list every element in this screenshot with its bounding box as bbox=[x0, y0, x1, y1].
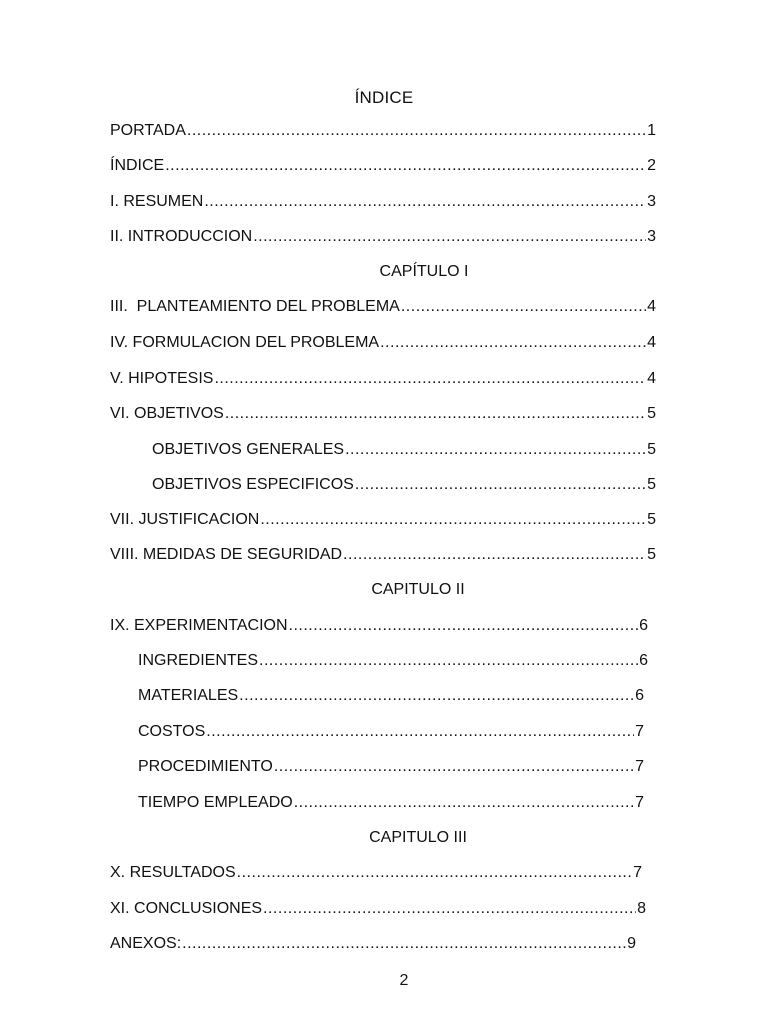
toc-entry-medidas-seguridad bbox=[110, 546, 656, 568]
toc-entry-page: 7 bbox=[635, 723, 644, 740]
toc-entry-page: 6 bbox=[639, 617, 648, 634]
toc-entry-label: I. RESUMEN bbox=[110, 193, 204, 210]
dot-leader bbox=[355, 476, 646, 494]
dot-leader bbox=[289, 617, 639, 635]
toc-entry-page: 5 bbox=[647, 405, 656, 422]
dot-leader bbox=[239, 687, 634, 705]
toc-entry-planteamiento bbox=[110, 298, 656, 320]
chapter-heading-3: CAPITULO III bbox=[369, 829, 467, 846]
dot-leader bbox=[165, 157, 646, 175]
chapter-heading-1: CAPÍTULO I bbox=[379, 263, 469, 280]
dot-leader bbox=[253, 228, 646, 246]
toc-entry-portada bbox=[110, 122, 656, 144]
toc-entry-page: 1 bbox=[647, 122, 656, 139]
toc-entry-page: 9 bbox=[627, 935, 636, 952]
toc-entry-label: PROCEDIMIENTO bbox=[138, 758, 273, 775]
toc-entry-page: 7 bbox=[635, 758, 644, 775]
dot-leader bbox=[343, 546, 646, 564]
toc-entry-label: COSTOS bbox=[138, 723, 206, 740]
toc-entry-page: 5 bbox=[647, 511, 656, 528]
toc-entry-ingredientes bbox=[138, 652, 648, 674]
dot-leader bbox=[401, 298, 646, 316]
toc-entry-label: III. PLANTEAMIENTO DEL PROBLEMA bbox=[110, 298, 400, 315]
toc-entry-formulacion bbox=[110, 334, 656, 356]
toc-entry-label: II. INTRODUCCION bbox=[110, 228, 253, 245]
dot-leader bbox=[204, 193, 646, 211]
toc-entry-page: 4 bbox=[647, 298, 656, 315]
toc-entry-label: MATERIALES bbox=[138, 687, 239, 704]
toc-entry-objetivos bbox=[110, 405, 656, 427]
toc-entry-label: PORTADA bbox=[110, 122, 186, 139]
index-title: ÍNDICE bbox=[354, 88, 414, 107]
toc-entry-materiales bbox=[138, 687, 644, 709]
toc-entry-label: XI. CONCLUSIONES bbox=[110, 900, 263, 917]
dot-leader bbox=[237, 864, 632, 882]
dot-leader bbox=[260, 511, 646, 529]
toc-entry-page: 4 bbox=[647, 334, 656, 351]
toc-entry-label: ANEXOS: bbox=[110, 935, 182, 952]
toc-entry-costos bbox=[138, 723, 644, 745]
dot-leader bbox=[380, 334, 646, 352]
dot-leader bbox=[182, 935, 626, 953]
chapter-heading-2: CAPITULO II bbox=[371, 581, 465, 598]
page-number: 2 bbox=[399, 972, 409, 989]
toc-entry-label: V. HIPOTESIS bbox=[110, 370, 214, 387]
toc-entry-label: IV. FORMULACION DEL PROBLEMA bbox=[110, 334, 380, 351]
toc-entry-resumen bbox=[110, 193, 656, 215]
dot-leader bbox=[345, 441, 646, 459]
toc-entry-label: VIII. MEDIDAS DE SEGURIDAD bbox=[110, 546, 343, 563]
dot-leader bbox=[214, 370, 646, 388]
toc-entry-conclusiones bbox=[110, 900, 646, 922]
toc-entry-page: 5 bbox=[647, 546, 656, 563]
toc-entry-label: ÍNDICE bbox=[110, 157, 165, 174]
toc-entry-label: TIEMPO EMPLEADO bbox=[138, 794, 293, 811]
toc-entry-page: 5 bbox=[647, 476, 656, 493]
toc-entry-introduccion bbox=[110, 228, 656, 250]
toc-entry-objetivos-generales bbox=[152, 441, 656, 463]
toc-entry-label: VI. OBJETIVOS bbox=[110, 405, 224, 422]
toc-entry-page: 4 bbox=[647, 370, 656, 387]
toc-entry-anexos bbox=[110, 935, 636, 957]
toc-entry-label: X. RESULTADOS bbox=[110, 864, 236, 881]
toc-entry-objetivos-especificos bbox=[152, 476, 656, 498]
toc-entry-indice bbox=[110, 157, 656, 179]
dot-leader bbox=[263, 900, 636, 918]
dot-leader bbox=[259, 652, 638, 670]
toc-entry-tiempo-empleado bbox=[138, 794, 644, 816]
toc-entry-label: VII. JUSTIFICACION bbox=[110, 511, 260, 528]
toc-entry-label: OBJETIVOS ESPECIFICOS bbox=[152, 476, 354, 493]
toc-entry-page: 3 bbox=[647, 193, 656, 210]
toc-entry-page: 2 bbox=[647, 157, 656, 174]
dot-leader bbox=[294, 794, 634, 812]
dot-leader bbox=[225, 405, 646, 423]
toc-entry-label: IX. EXPERIMENTACION bbox=[110, 617, 288, 634]
dot-leader bbox=[274, 758, 634, 776]
dot-leader bbox=[206, 723, 634, 741]
toc-entry-label: OBJETIVOS GENERALES bbox=[152, 441, 345, 458]
toc-entry-experimentacion bbox=[110, 617, 648, 639]
toc-entry-page: 8 bbox=[637, 900, 646, 917]
toc-entry-procedimiento bbox=[138, 758, 644, 780]
toc-entry-page: 7 bbox=[635, 794, 644, 811]
toc-entry-page: 6 bbox=[639, 652, 648, 669]
toc-entry-label: INGREDIENTES bbox=[138, 652, 259, 669]
toc-entry-justificacion bbox=[110, 511, 656, 533]
toc-entry-page: 5 bbox=[647, 441, 656, 458]
toc-entry-page: 6 bbox=[635, 687, 644, 704]
toc-entry-resultados bbox=[110, 864, 642, 886]
dot-leader bbox=[187, 122, 646, 140]
toc-entry-hipotesis bbox=[110, 370, 656, 392]
toc-entry-page: 7 bbox=[633, 864, 642, 881]
toc-entry-page: 3 bbox=[647, 228, 656, 245]
